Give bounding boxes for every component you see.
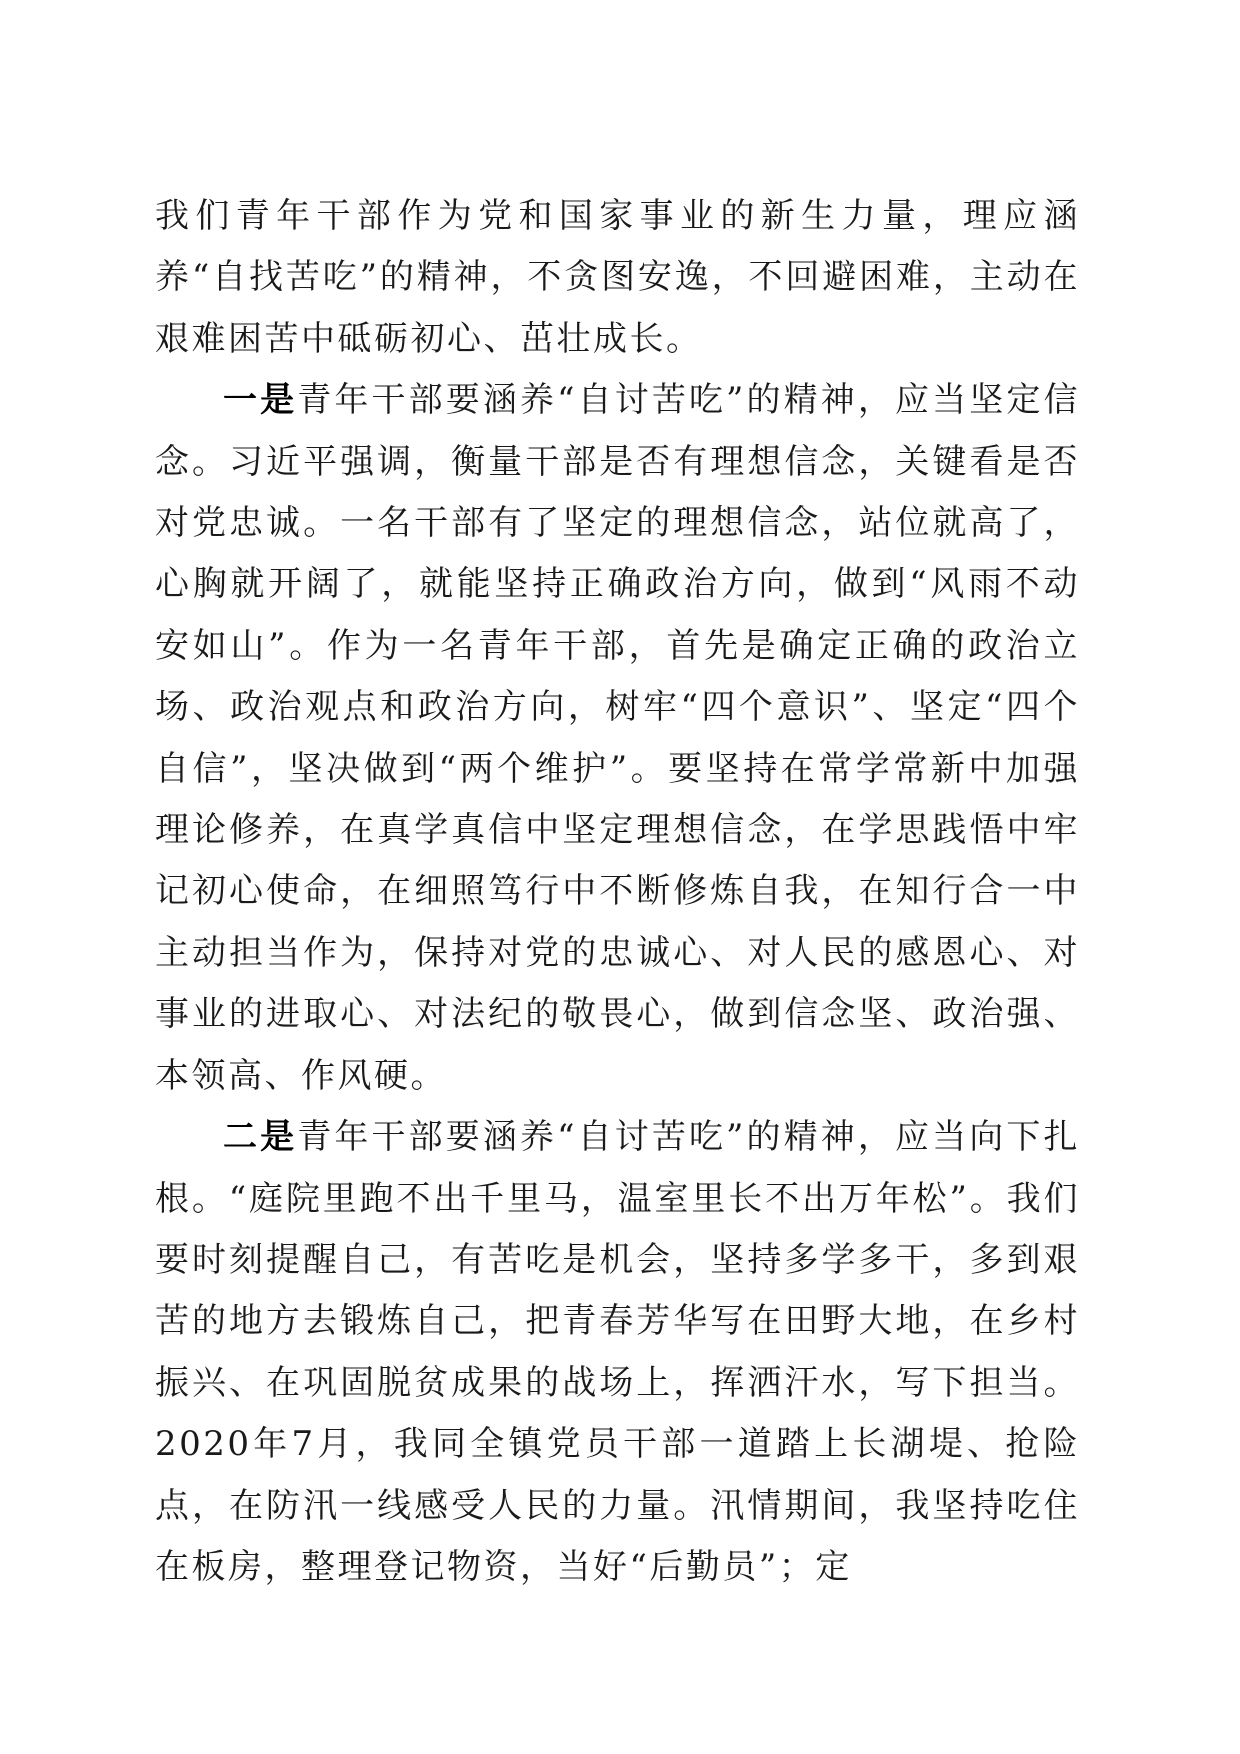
paragraph-point-one-text: 青年干部要涵养“自讨苦吃”的精神，应当坚定信念。习近平强调，衡量干部是否有理想信念，关键看是否对党忠诚。一名干部有了坚定的理想信念，站位就高了，心胸就开阔了，就能坚持正确政治方向，做到“风雨不动安如山”。作为一名青年干部，首先是确定正确的政治立场、政治观点和政治方向，树牢“四个意识”、坚定“四个自信”，坚决做到“两个维护”。要坚持在常学常新中加强理论修养，在真学真信中坚定理想信念，在学思践悟中牢记初心使命，在细照笃行中不断修炼自我，在知行合一中主动担当作为，保持对党的忠诚心、对人民的感恩心、对事业的进取心、对法纪的敬畏心，做到信念坚、政治强、本领高、作风硬。 — [155, 380, 1081, 1096]
document-body — [155, 186, 1080, 1598]
paragraph-point-one-lead: 一是 — [223, 380, 298, 421]
paragraph-point-two-lead: 二是 — [223, 1117, 298, 1158]
paragraph-intro-text: 我们青年干部作为党和国家事业的新生力量，理应涵养“自找苦吃”的精神，不贪图安逸，不回避困难，主动在艰难困苦中砥砺初心、茁壮成长。 — [155, 196, 1080, 359]
paragraph-point-one — [155, 370, 1080, 1107]
paragraph-point-two-text: 青年干部要涵养“自讨苦吃”的精神，应当向下扎根。“庭院里跑不出千里马，温室里长不出万年松”。我们要时刻提醒自己，有苦吃是机会，坚持多学多干，多到艰苦的地方去锻炼自己，把青春芳华写在田野大地，在乡村振兴、在巩固脱贫成果的战场上，挥洒汗水，写下担当。2020年7月，我同全镇党员干部一道踏上长湖堤、抢险点，在防汛一线感受人民的力量。汛情期间，我坚持吃住在板房，整理登记物资，当好“后勤员”；定 — [155, 1117, 1081, 1587]
paragraph-intro — [155, 186, 1080, 370]
paragraph-point-two — [155, 1107, 1080, 1598]
